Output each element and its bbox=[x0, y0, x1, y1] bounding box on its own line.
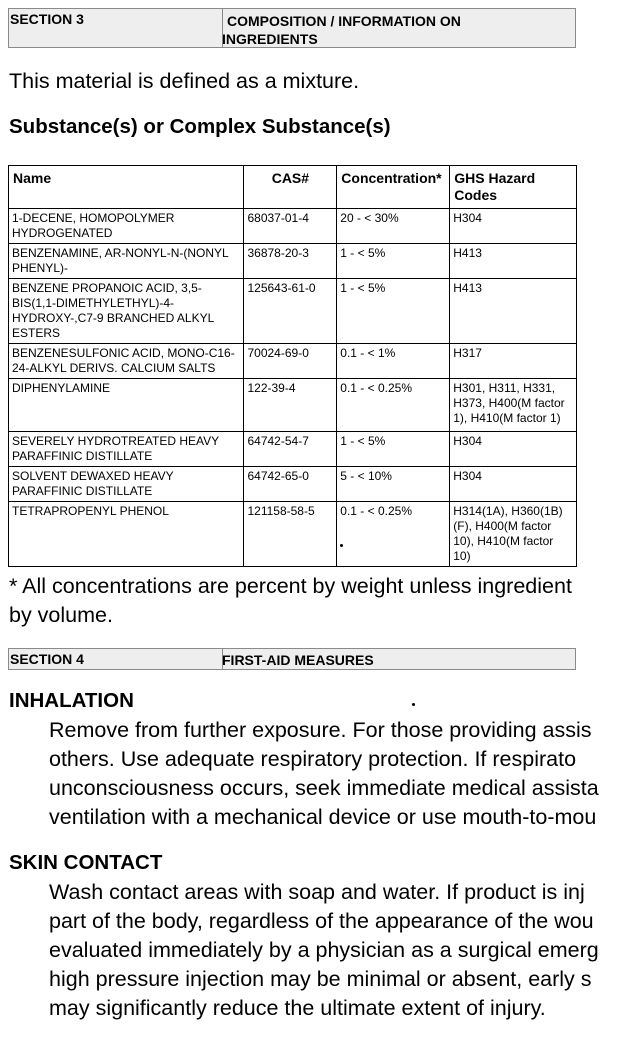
cell-ghs: H317 bbox=[450, 344, 577, 379]
cell-name: SOLVENT DEWAXED HEAVY PARAFFINIC DISTILLATE bbox=[9, 467, 244, 502]
table-row bbox=[9, 344, 577, 379]
mixture-statement: This material is defined as a mixture. bbox=[9, 69, 360, 93]
section-3-title-line1: COMPOSITION / INFORMATION ON bbox=[227, 13, 461, 29]
cell-cas: 70024-69-0 bbox=[244, 344, 337, 379]
table-row bbox=[9, 244, 577, 279]
cell-ghs: H301, H311, H331, H373, H400(M factor 1), H410(M factor 1) bbox=[450, 379, 577, 432]
cell-concentration: 1 - < 5% bbox=[337, 432, 450, 467]
cell-ghs: H304 bbox=[450, 432, 577, 467]
cell-concentration: 5 - < 10% bbox=[337, 467, 450, 502]
stray-dot bbox=[412, 703, 415, 706]
skin-contact-line: high pressure injection may be minimal or absent, early s bbox=[49, 967, 592, 991]
table-row bbox=[9, 279, 577, 344]
table-row bbox=[9, 379, 577, 432]
cell-concentration: 0.1 - < 1% bbox=[337, 344, 450, 379]
cell-name: BENZENE PROPANOIC ACID, 3,5-BIS(1,1-DIMETHYLETHYL)-4-HYDROXY-,C7-9 BRANCHED ALKYL ESTERS bbox=[9, 279, 244, 344]
cell-name: SEVERELY HYDROTREATED HEAVY PARAFFINIC DISTILLATE bbox=[9, 432, 244, 467]
inhalation-line: Remove from further exposure. For those providing assis bbox=[49, 718, 592, 742]
cell-concentration: 1 - < 5% bbox=[337, 244, 450, 279]
section-3-header bbox=[8, 8, 576, 48]
table-row bbox=[9, 209, 577, 244]
skin-contact-line: part of the body, regardless of the appearance of the wou bbox=[49, 909, 594, 933]
cell-name: BENZENESULFONIC ACID, MONO-C16-24-ALKYL DERIVS. CALCIUM SALTS bbox=[9, 344, 244, 379]
inhalation-heading: INHALATION bbox=[9, 689, 134, 712]
section-4-title: FIRST-AID MEASURES bbox=[222, 652, 374, 668]
inhalation-line: others. Use adequate respiratory protection. If respirato bbox=[49, 747, 577, 771]
section-4-number: SECTION 4 bbox=[10, 651, 84, 667]
cell-name: DIPHENYLAMINE bbox=[9, 379, 244, 432]
skin-contact-heading: SKIN CONTACT bbox=[9, 851, 163, 874]
header-cas: CAS# bbox=[244, 166, 337, 209]
cell-cas: 125643-61-0 bbox=[244, 279, 337, 344]
cell-cas: 121158-58-5 bbox=[244, 502, 337, 567]
skin-contact-line: Wash contact areas with soap and water. If product is inj bbox=[49, 880, 585, 904]
footnote-line2: by volume. bbox=[9, 603, 113, 627]
table-row bbox=[9, 432, 577, 467]
cell-ghs: H304 bbox=[450, 467, 577, 502]
cell-name: TETRAPROPENYL PHENOL bbox=[9, 502, 244, 567]
table-row bbox=[9, 502, 577, 567]
section-3-number: SECTION 3 bbox=[10, 11, 84, 27]
cell-cas: 64742-65-0 bbox=[244, 467, 337, 502]
stray-dot bbox=[340, 544, 343, 547]
footnote-line1: * All concentrations are percent by weight unless ingredient bbox=[9, 574, 572, 598]
header-concentration: Concentration* bbox=[337, 166, 450, 209]
cell-concentration: 0.1 - < 0.25% bbox=[337, 502, 450, 567]
skin-contact-line: may significantly reduce the ultimate extent of injury. bbox=[49, 996, 546, 1020]
cell-ghs: H314(1A), H360(1B) (F), H400(M factor 10), H410(M factor 10) bbox=[450, 502, 577, 567]
cell-cas: 64742-54-7 bbox=[244, 432, 337, 467]
inhalation-line: unconsciousness occurs, seek immediate medical assista bbox=[49, 776, 599, 800]
cell-name: 1-DECENE, HOMOPOLYMER HYDROGENATED bbox=[9, 209, 244, 244]
cell-concentration: 20 - < 30% bbox=[337, 209, 450, 244]
cell-ghs: H413 bbox=[450, 244, 577, 279]
cell-concentration: 1 - < 5% bbox=[337, 279, 450, 344]
cell-concentration: 0.1 - < 0.25% bbox=[337, 379, 450, 432]
cell-cas: 122-39-4 bbox=[244, 379, 337, 432]
inhalation-line: ventilation with a mechanical device or use mouth-to-mou bbox=[49, 805, 597, 829]
cell-name: BENZENAMINE, AR-NONYL-N-(NONYL PHENYL)- bbox=[9, 244, 244, 279]
cell-cas: 68037-01-4 bbox=[244, 209, 337, 244]
table-row bbox=[9, 467, 577, 502]
cell-ghs: H304 bbox=[450, 209, 577, 244]
table-header-row bbox=[9, 166, 577, 209]
section-4-header bbox=[8, 648, 576, 670]
cell-ghs: H413 bbox=[450, 279, 577, 344]
skin-contact-line: evaluated immediately by a physician as a surgical emerg bbox=[49, 938, 599, 962]
composition-table bbox=[8, 165, 577, 567]
header-ghs: GHS Hazard Codes bbox=[450, 166, 577, 209]
cell-cas: 36878-20-3 bbox=[244, 244, 337, 279]
section-3-title-line2: INGREDIENTS bbox=[222, 31, 318, 47]
header-name: Name bbox=[9, 166, 244, 209]
substances-heading: Substance(s) or Complex Substance(s) bbox=[9, 115, 391, 138]
